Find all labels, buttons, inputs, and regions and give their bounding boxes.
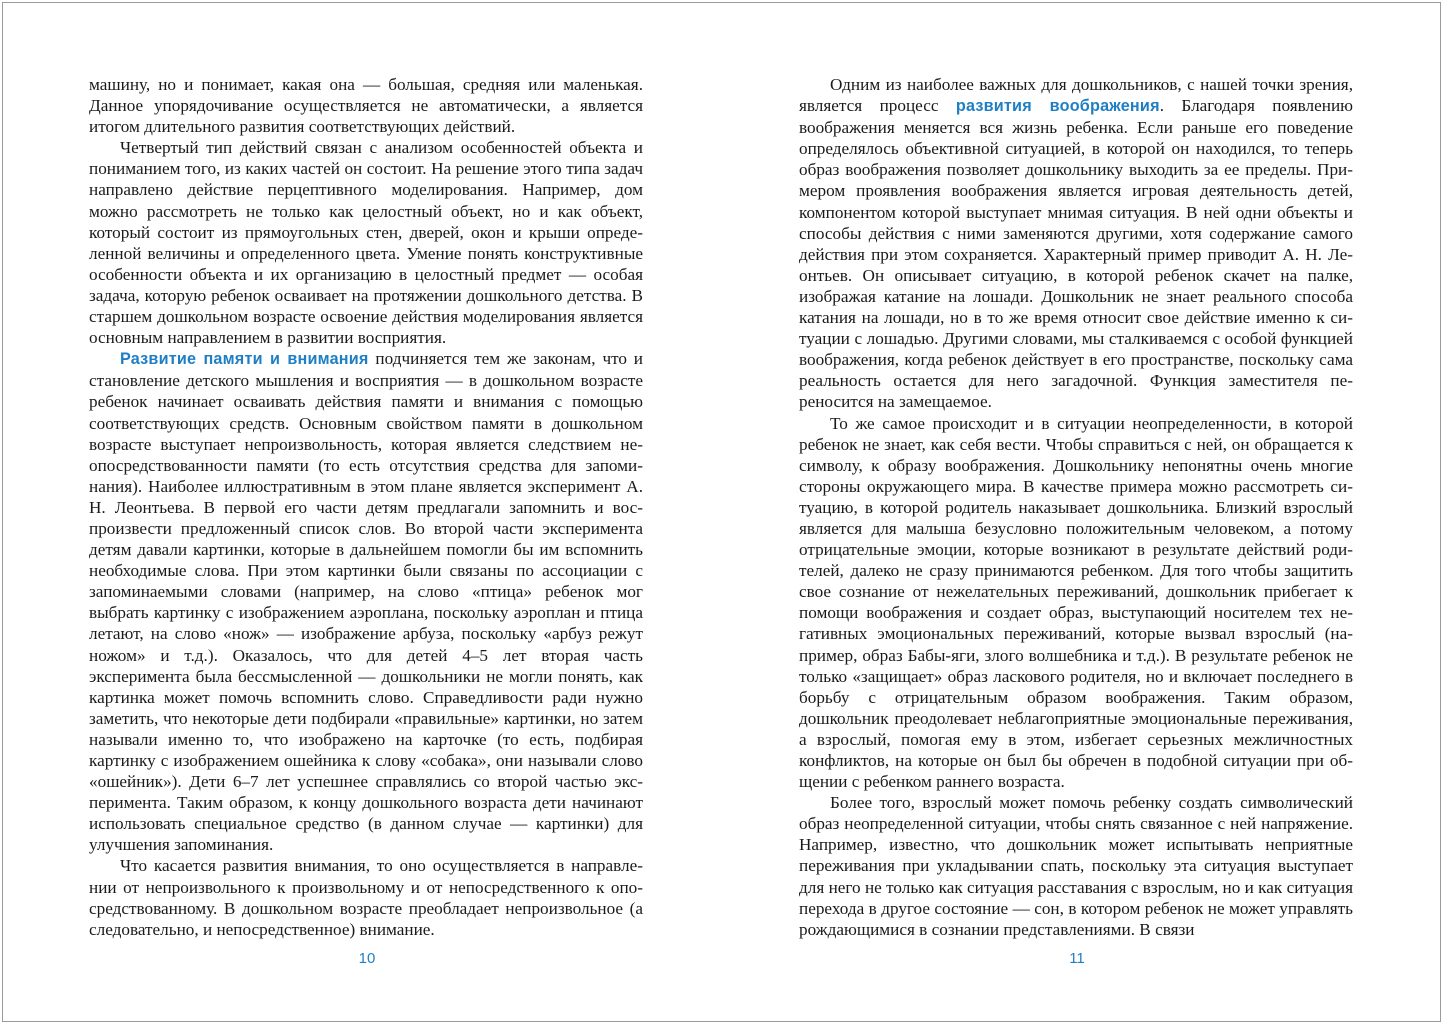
paragraph-text: . Благодаря появлению воображения меняется вся жизнь ребенка. Если раньше его поведение определялось объективной ситуацией, в которой он находился, то теперь образ воображения позволяет дошкольнику выходить за ее пределы. Примером проявления воображения является игровая деятельность детей, компонентом которой выступает мнимая ситуация. В ней одни объекты и способы действия с ними заменяются другими, хотя содержание самого действия при этом сохраняется. Характерный пример приводит А. Н. Леонтьев. Он описывает ситуацию, в которой ребенок скачет на палке, изображая катание на лошади. Дошкольник не знает реального способа катания на лошади, но в то же время относит свое действие именно к ситуации с лошадью. Другими словами, мы сталкиваемся с особой функцией воображения, когда ребенок действует в его пространстве, поскольку сама реальность остается для него загадочной. Функция заместителя переносится на замещаемое. (799, 96, 1353, 412)
paragraph (89, 348, 643, 855)
section-highlight: развития воображения (955, 97, 1160, 116)
section-highlight: Развитие памяти и внимания (120, 350, 369, 369)
paragraph: Более того, взрослый может помочь ребенку создать символический образ неопределенной ситуации, чтобы снять связанное с ней напряжение. Например, известно, что дошкольник может испытывать неприятные переживания при укладывании спать, поскольку эта ситуация выступает для него не только как ситуация расставания с взрослым, но и как ситуация перехода в другое состояние — сон, в котором ребенок не может управлять рождающимися в сознании представлениями. В связи (799, 793, 1353, 939)
page-number: 10 (358, 950, 376, 967)
left-page (89, 74, 643, 940)
paragraph: Четвертый тип действий связан с анализом особенностей объекта и пониманием того, из каких частей он состоит. На решение этого типа задач направлено действие перцептивного моделирования. Например, дом можно рассмотреть не только как целостный объект, но и как объект, который состоит из прямоугольных стен, дверей, окон и крыши определенной величины и определенного цвета. Умение понять конструктивные особенности объекта и их организацию в целостный предмет — особая задача, которую ребенок осваивает на протяжении дошкольного детства. В старшем дошкольном возрасте освоение действия моделирования является основным направлением в развитии восприятия. (89, 138, 643, 348)
paragraph (799, 74, 1353, 413)
paragraph-text: Одним из наиболее важных для дошкольников, с нашей точки зрения, является процесс (799, 75, 1353, 116)
book-spread (2, 2, 1441, 1022)
paragraph: То же самое происходит и в ситуации неопределенности, в которой ребенок не знает, как себя вести. Чтобы справиться с ней, он обращается к символу, к образу воображения. Дошкольнику непонятны очень многие стороны окружающего мира. В качестве примера можно рассмотреть ситуацию, в которой родитель наказывает дошкольника. Близкий взрослый является для малыша безусловно положительным человеком, а потому отрицательные эмоции, которые возникают в результате действий родителей, далеко не сразу принимаются ребенком. Для того чтобы защитить свое сознание от нежелательных переживаний, дошкольник прибегает к помощи воображения и создает образ, выступающий носителем тех негативных эмоциональных переживаний, которые вызвал взрослый (например, образ Бабы-яги, злого волшебника и т.д.). В результате ребенок не только «защищает» образ ласкового родителя, но и включает последнего в борьбу с отрицательным образом воображения. Таким образом, дошкольник преодолевает неблагоприятные эмоциональные переживания, а взрослый, помогая ему в этом, избегает серьезных межличностных конфликтов, на которые он был бы обречен в подобной ситуации при общении с ребенком раннего возраста. (799, 413, 1353, 792)
right-page (799, 74, 1353, 940)
paragraph: машину, но и понимает, какая она — большая, средняя или маленькая. Данное упорядочивание осуществляется не автоматически, а является итогом длительного развития соответствующих действий. (89, 75, 643, 137)
page-number: 11 (1069, 950, 1085, 967)
paragraph: Что касается развития внимания, то оно осуществляется в направлении от непроизвольного к произвольному и от непосредственного к опосредствованному. В дошкольном возрасте преобладает непроизвольное (а следовательно, и непосредственное) внимание. (89, 856, 643, 939)
paragraph-text: подчиняется тем же законам, что и становление детского мышления и восприятия — в дошкольном возрасте ребенок начинает осваивать действия памяти и внимания с помощью соответствующих средств. Основным свойством памяти в дошкольном возрасте выступает непроизвольность, которая является следствием неопосредствованности памяти (то есть отсутствия средства для запоминания). Наиболее иллюстративным в этом плане является эксперимент А. Н. Леонтьева. В первой его части детям предлагали запомнить и воспроизвести предложенный список слов. Во второй части эксперимента детям давали картинки, которые в дальнейшем помогли бы им вспомнить необходимые слова. При этом картинки были связаны по ассоциации с запоминаемыми словами (например, на слово «птица» ребенок мог выбрать картинку с изображением аэроплана, поскольку аэроплан и птица летают, на слово «нож» — изображение арбуза, поскольку «арбуз режут ножом» и т.д.). Оказалось, что для детей 4–5 лет вторая часть эксперимента была бессмысленной — дошкольники не могли понять, как картинка может помочь вспомнить слово. Справедливости ради нужно заметить, что некоторые дети подбирали «правильные» картинки, но затем называли именно то, что изображено на карточке (то есть, подбирая картинку с изображением ошейника к слову «собака», они называли слово «ошейник»). Дети 6–7 лет успешнее справлялись со второй частью эксперимента. Таким образом, к концу дошкольного возраста дети начинают использовать специальное средство (в данном случае — картинки) для улучшения запоминания. (89, 349, 643, 855)
